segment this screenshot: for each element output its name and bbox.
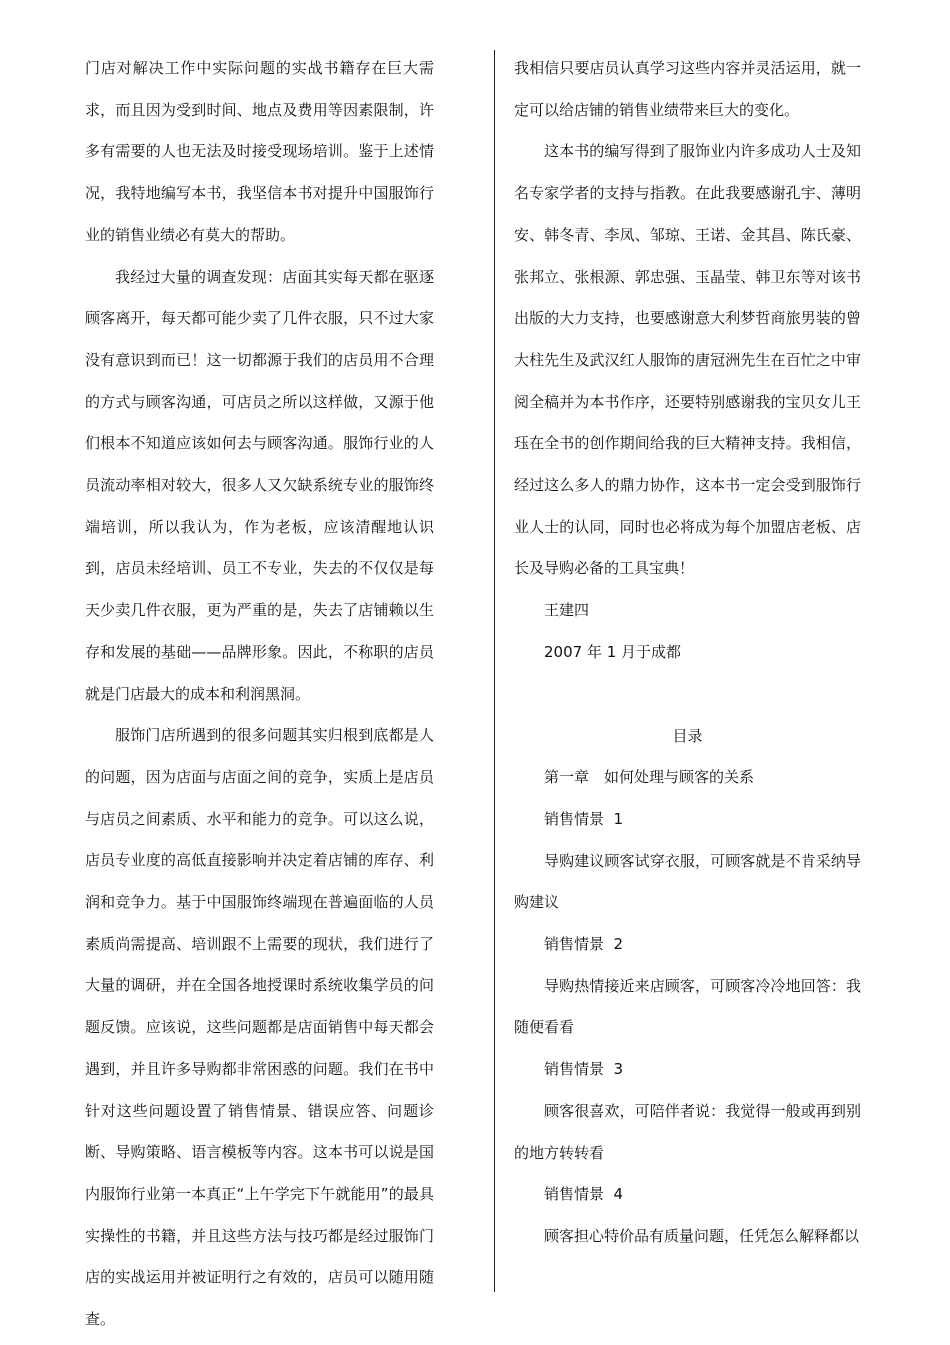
toc-entry-text-2: 导购热情接近来店顾客，可顾客冷冷地回答：我随便看看: [514, 976, 861, 1037]
toc-entry-label-3: 销售情景 3: [544, 1060, 624, 1079]
section-spacer: [514, 674, 861, 716]
toc-chapter-1: 第一章 如何处理与顾客的关系: [544, 768, 755, 787]
right-paragraph-1: 我相信只要店员认真学习这些内容并灵活运用，就一定可以给店铺的销售业绩带来巨大的变化。: [514, 59, 861, 119]
right-paragraph-2: 这本书的编写得到了服饰业内许多成功人士及知名专家学者的支持与指教。在此我要感谢孔宇、薄明安、韩冬青、李凤、邹琼、王诺、金其昌、陈氏豪、张邦立、张根源、郭忠强、玉晶莹、韩卫东等对该书出版的大力支持，也要感谢意大利梦哲商旅男装的曾大柱先生及武汉红人服饰的唐冠洲先生在百忙之中审阅全稿并为本书作序，还要特别感谢我的宝贝女儿王珏在全书的创作期间给我的巨大精神支持。我相信，经过这么多人的鼎力协作，这本书一定会受到服饰行业人士的认同，同时也必将成为每个加盟店老板、店长及导购必备的工具宝典！: [514, 142, 861, 578]
toc-title: 目录: [672, 726, 703, 745]
toc-entry-text-4: 顾客担心特价品有质量问题，任凭怎么解释都以: [544, 1226, 860, 1245]
toc-entry-label-4: 销售情景 4: [544, 1185, 624, 1204]
toc-entry-label-2: 销售情景 2: [544, 935, 624, 954]
left-paragraph-3: 服饰门店所遇到的很多问题其实归根到底都是人的问题，因为店面与店面之间的竞争，实质上是店员与店员之间素质、水平和能力的竞争。可以这么说，店员专业度的高低直接影响并决定着店铺的库存、利润和竞争力。基于中国服饰终端现在普遍面临的人员素质尚需提高、培训跟不上需要的现状，我们进行了大量的调研，并在全国各地授课时系统收集学员的问题反馈。应该说，这些问题都是店面销售中每天都会遇到，并且许多导购都非常困惑的问题。我们在书中针对这些问题设置了销售情景、错误应答、问题诊断、导购策略、语言模板等内容。这本书可以说是国内服饰行业第一本真正“上午学完下午就能用”的最具实操性的书籍，并且这些方法与技巧都是经过服饰门店的实战运用并被证明行之有效的，店员可以随用随查。: [85, 726, 434, 1329]
left-paragraph-1: 门店对解决工作中实际问题的实战书籍存在巨大需求，而且因为受到时间、地点及费用等因素限制，许多有需要的人也无法及时接受现场培训。鉴于上述情况，我特地编写本书，我坚信本书对提升中国服饰行业的销售业绩必有莫大的帮助。: [85, 59, 434, 244]
toc-entry-label-1: 销售情景 1: [544, 809, 624, 828]
left-paragraph-2: 我经过大量的调查发现：店面其实每天都在驱逐顾客离开，每天都可能少卖了几件衣服，只不过大家没有意识到而已！这一切都源于我们的店员用不合理的方式与顾客沟通，可店员之所以这样做，又源于他们根本不知道应该如何去与顾客沟通。服饰行业的人员流动率相对较大，很多人又欠缺系统专业的服饰终端培训，所以我认为，作为老板，应该清醒地认识到，店员未经培训、员工不专业，失去的不仅仅是每天少卖几件衣服，更为严重的是，失去了店铺赖以生存和发展的基础——品牌形象。因此，不称职的店员就是门店最大的成本和利润黑洞。: [85, 267, 434, 703]
toc-entry-text-1: 导购建议顾客试穿衣服，可顾客就是不肯采纳导购建议: [514, 851, 861, 912]
column-divider: [494, 50, 495, 1292]
left-column: [85, 48, 434, 1341]
toc-entry-text-3: 顾客很喜欢，可陪伴者说：我觉得一般或再到别的地方转转看: [514, 1101, 861, 1162]
right-column: [514, 48, 861, 1258]
date-place: 2007 年 1 月于成都: [544, 642, 682, 661]
signature: 王建四: [544, 601, 590, 620]
